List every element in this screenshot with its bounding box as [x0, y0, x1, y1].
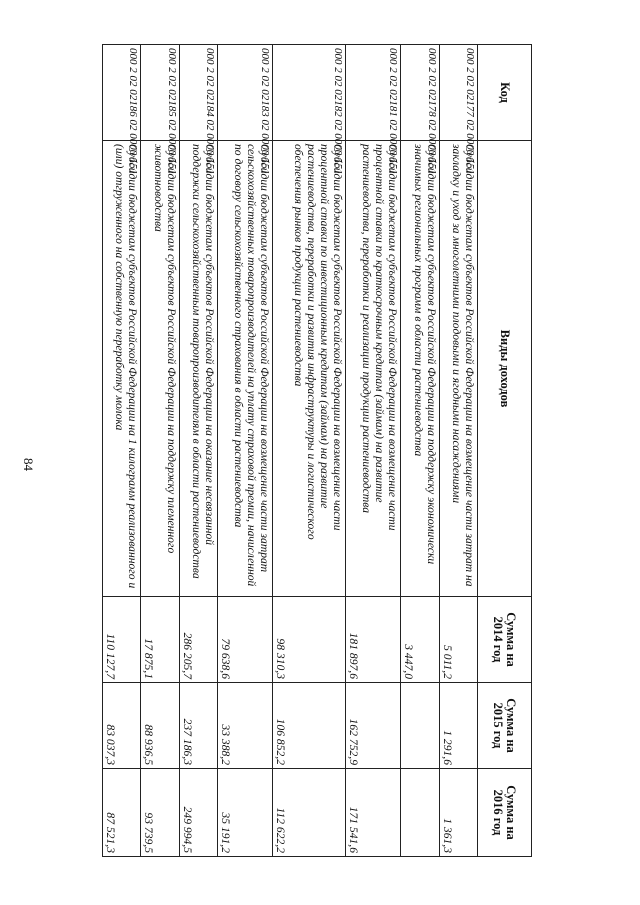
row-sum-2015	[401, 683, 439, 769]
row-sum-2016: 87 521,3	[103, 769, 141, 857]
table-row	[141, 45, 179, 857]
row-sum-2015: 33 388,2	[217, 683, 272, 769]
header-sum-2015: Сумма на 2015 год	[478, 683, 532, 769]
row-code: 000 2 02 02182 02 0000 151	[273, 45, 346, 141]
row-code: 000 2 02 02181 02 0000 151	[345, 45, 400, 141]
row-sum-2015: 83 037,3	[103, 683, 141, 769]
row-sum-2014: 79 638,6	[217, 597, 272, 683]
header-code: Код	[478, 45, 532, 141]
table-row	[179, 45, 217, 857]
row-sum-2014: 181 897,6	[345, 597, 400, 683]
row-description: Субсидии бюджетам субъектов Российской Федерации на возмещение части процентной ставки по инвестиционным кредитам (займам) на развитие растениеводства, переработки и развития инфраструктуры и логистического обеспечения рынков продукции растениеводства	[273, 141, 346, 597]
row-description: Субсидии бюджетам субъектов Российской Федерации на возмещение части затрат сельскохозяйственных товаропроизводителей на уплату страховой премии, начисленной по договору сельскохозяйственного страхования в области растениеводства	[217, 141, 272, 597]
row-sum-2015: 1 291,6	[439, 683, 477, 769]
row-sum-2016	[401, 769, 439, 857]
row-code: 000 2 02 02178 02 0000 151	[401, 45, 439, 141]
row-code: 000 2 02 02177 02 0000 151	[439, 45, 477, 141]
row-sum-2014: 98 310,3	[273, 597, 346, 683]
row-sum-2015: 162 752,9	[345, 683, 400, 769]
row-sum-2016: 93 739,5	[141, 769, 179, 857]
row-sum-2014: 17 875,1	[141, 597, 179, 683]
revenue-table-frame	[102, 44, 532, 856]
row-code: 000 2 02 02185 02 0000 151	[141, 45, 179, 141]
row-sum-2014: 5 011,2	[439, 597, 477, 683]
row-code: 000 2 02 02183 02 0000 151	[217, 45, 272, 141]
table-row	[345, 45, 400, 857]
row-sum-2016: 1 361,3	[439, 769, 477, 857]
row-code: 000 2 02 02184 02 0000 151	[179, 45, 217, 141]
row-description: Субсидии бюджетам субъектов Российской Федерации на оказание несвязанной поддержки сельскохозяйственным товаропроизводителям в области растениеводства	[179, 141, 217, 597]
row-sum-2014: 286 205,7	[179, 597, 217, 683]
row-sum-2015: 106 852,2	[273, 683, 346, 769]
row-sum-2016: 112 622,2	[273, 769, 346, 857]
row-description: Субсидии бюджетам субъектов Российской Федерации на поддержку племенного животноводства	[141, 141, 179, 597]
row-sum-2016: 249 994,5	[179, 769, 217, 857]
row-sum-2016: 171 541,6	[345, 769, 400, 857]
table-row	[273, 45, 346, 857]
table-row	[103, 45, 141, 857]
table-header-row	[478, 45, 532, 857]
header-sum-2016: Сумма на 2016 год	[478, 769, 532, 857]
row-sum-2016: 35 191,2	[217, 769, 272, 857]
row-code: 000 2 02 02186 02 0000 151	[103, 45, 141, 141]
table-row	[401, 45, 439, 857]
row-description: Субсидии бюджетам субъектов Российской Федерации на поддержку экономически значимых региональных программ в области растениеводства	[401, 141, 439, 597]
row-sum-2015: 237 186,3	[179, 683, 217, 769]
revenue-table	[102, 44, 532, 857]
header-revenue-type: Виды доходов	[478, 141, 532, 597]
row-description: Субсидии бюджетам субъектов Российской Федерации на возмещение части затрат на закладку и уход за многолетними плодовыми и ягодными насаждениями	[439, 141, 477, 597]
row-description: Субсидии бюджетам субъектов Российской Федерации на возмещение части процентной ставки по краткосрочным кредитам (займам) на развитие растениеводства, переработки и реализации продукции растениеводства	[345, 141, 400, 597]
row-sum-2014: 3 447,0	[401, 597, 439, 683]
table-row	[439, 45, 477, 857]
row-sum-2014: 110 127,7	[103, 597, 141, 683]
header-sum-2014: Сумма на 2014 год	[478, 597, 532, 683]
page-number: 84	[21, 458, 36, 471]
row-sum-2015: 88 936,5	[141, 683, 179, 769]
table-row	[217, 45, 272, 857]
row-description: Субсидии бюджетам субъектов Российской Федерации на 1 килограмм реализованного и (или) отгруженного на собственную переработку молока	[103, 141, 141, 597]
